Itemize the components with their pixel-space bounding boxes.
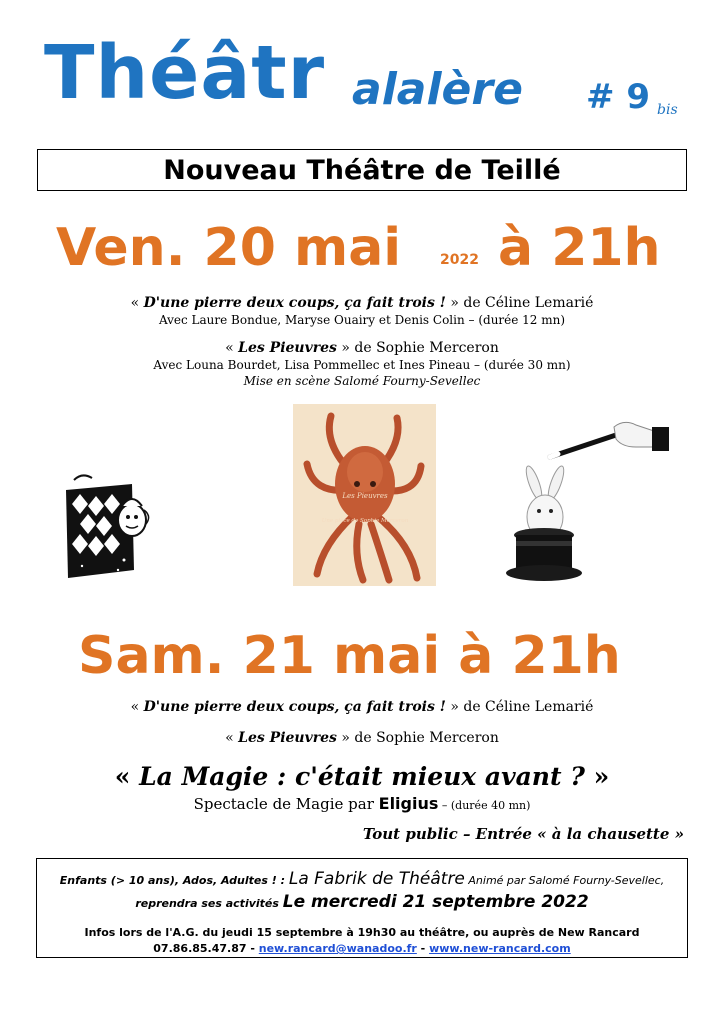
octopus-caption-1: Les Pieuvres (342, 492, 388, 500)
friday-play1-title: « D'une pierre deux coups, ça fait trois ! » de Céline Lemarié (130, 295, 594, 311)
resume-line: reprendra ses activités Le mercredi 21 septembre 2022 (135, 892, 589, 912)
website-link[interactable]: www.new-rancard.com (429, 942, 571, 955)
festival-title: Théâtr (44, 30, 326, 116)
friday-play2-staging: Mise en scène Salomé Fourny-Sevellec (243, 374, 481, 388)
friday-time: à 21h (498, 218, 661, 278)
venue-name: Nouveau Théâtre de Teillé (163, 154, 561, 186)
friday-date: Ven. 20 mai (56, 218, 402, 278)
workshop-line: Enfants (> 10 ans), Ados, Adultes ! : La Fabrik de Théâtre Animé par Salomé Fourny-Sevellec, (59, 869, 665, 889)
venue-box (37, 149, 687, 191)
general-assembly-info: Infos lors de l'A.G. du jeudi 15 septembre à 19h30 au théâtre, ou auprès de New Rancard (84, 926, 640, 939)
octopus-caption-2: Une pièce de Sophie Merceron (321, 518, 409, 524)
magic-show-title: « La Magie : c'était mieux avant ? » (114, 762, 610, 791)
email-link[interactable]: new.rancard@wanadoo.fr (258, 942, 417, 955)
edition-number: # 9 (586, 77, 650, 117)
phone-number: 07.86.85.47.87 - (153, 942, 259, 955)
octopus-illustration (293, 404, 436, 586)
public-entry-note: Tout public – Entrée « à la chausette » (362, 825, 684, 843)
friday-year: 2022 (440, 252, 479, 268)
magic-show-description: Spectacle de Magie par Eligius – (durée 40 mn) (193, 794, 531, 813)
friday-play2-title: « Les Pieuvres » de Sophie Merceron (225, 340, 499, 356)
saturday-play2-title: « Les Pieuvres » de Sophie Merceron (225, 730, 499, 746)
saturday-date: Sam. 21 mai à 21h (78, 626, 621, 686)
friday-play1-cast: Avec Laure Bondue, Maryse Ouairy et Denis Colin – (durée 12 mn) (158, 313, 566, 327)
harlequin-illustration (62, 470, 152, 583)
edition-suffix: bis (657, 102, 678, 118)
festival-subtitle: alalère (352, 64, 523, 115)
friday-play2-cast: Avec Louna Bourdet, Lisa Pommellec et Ines Pineau – (durée 30 mn) (153, 358, 571, 372)
contact-line: 07.86.85.47.87 - new.rancard@wanadoo.fr - www.new-rancard.com (153, 942, 571, 955)
magic-hat-rabbit-illustration (504, 413, 669, 585)
saturday-play1-title: « D'une pierre deux coups, ça fait trois ! » de Céline Lemarié (130, 699, 594, 715)
